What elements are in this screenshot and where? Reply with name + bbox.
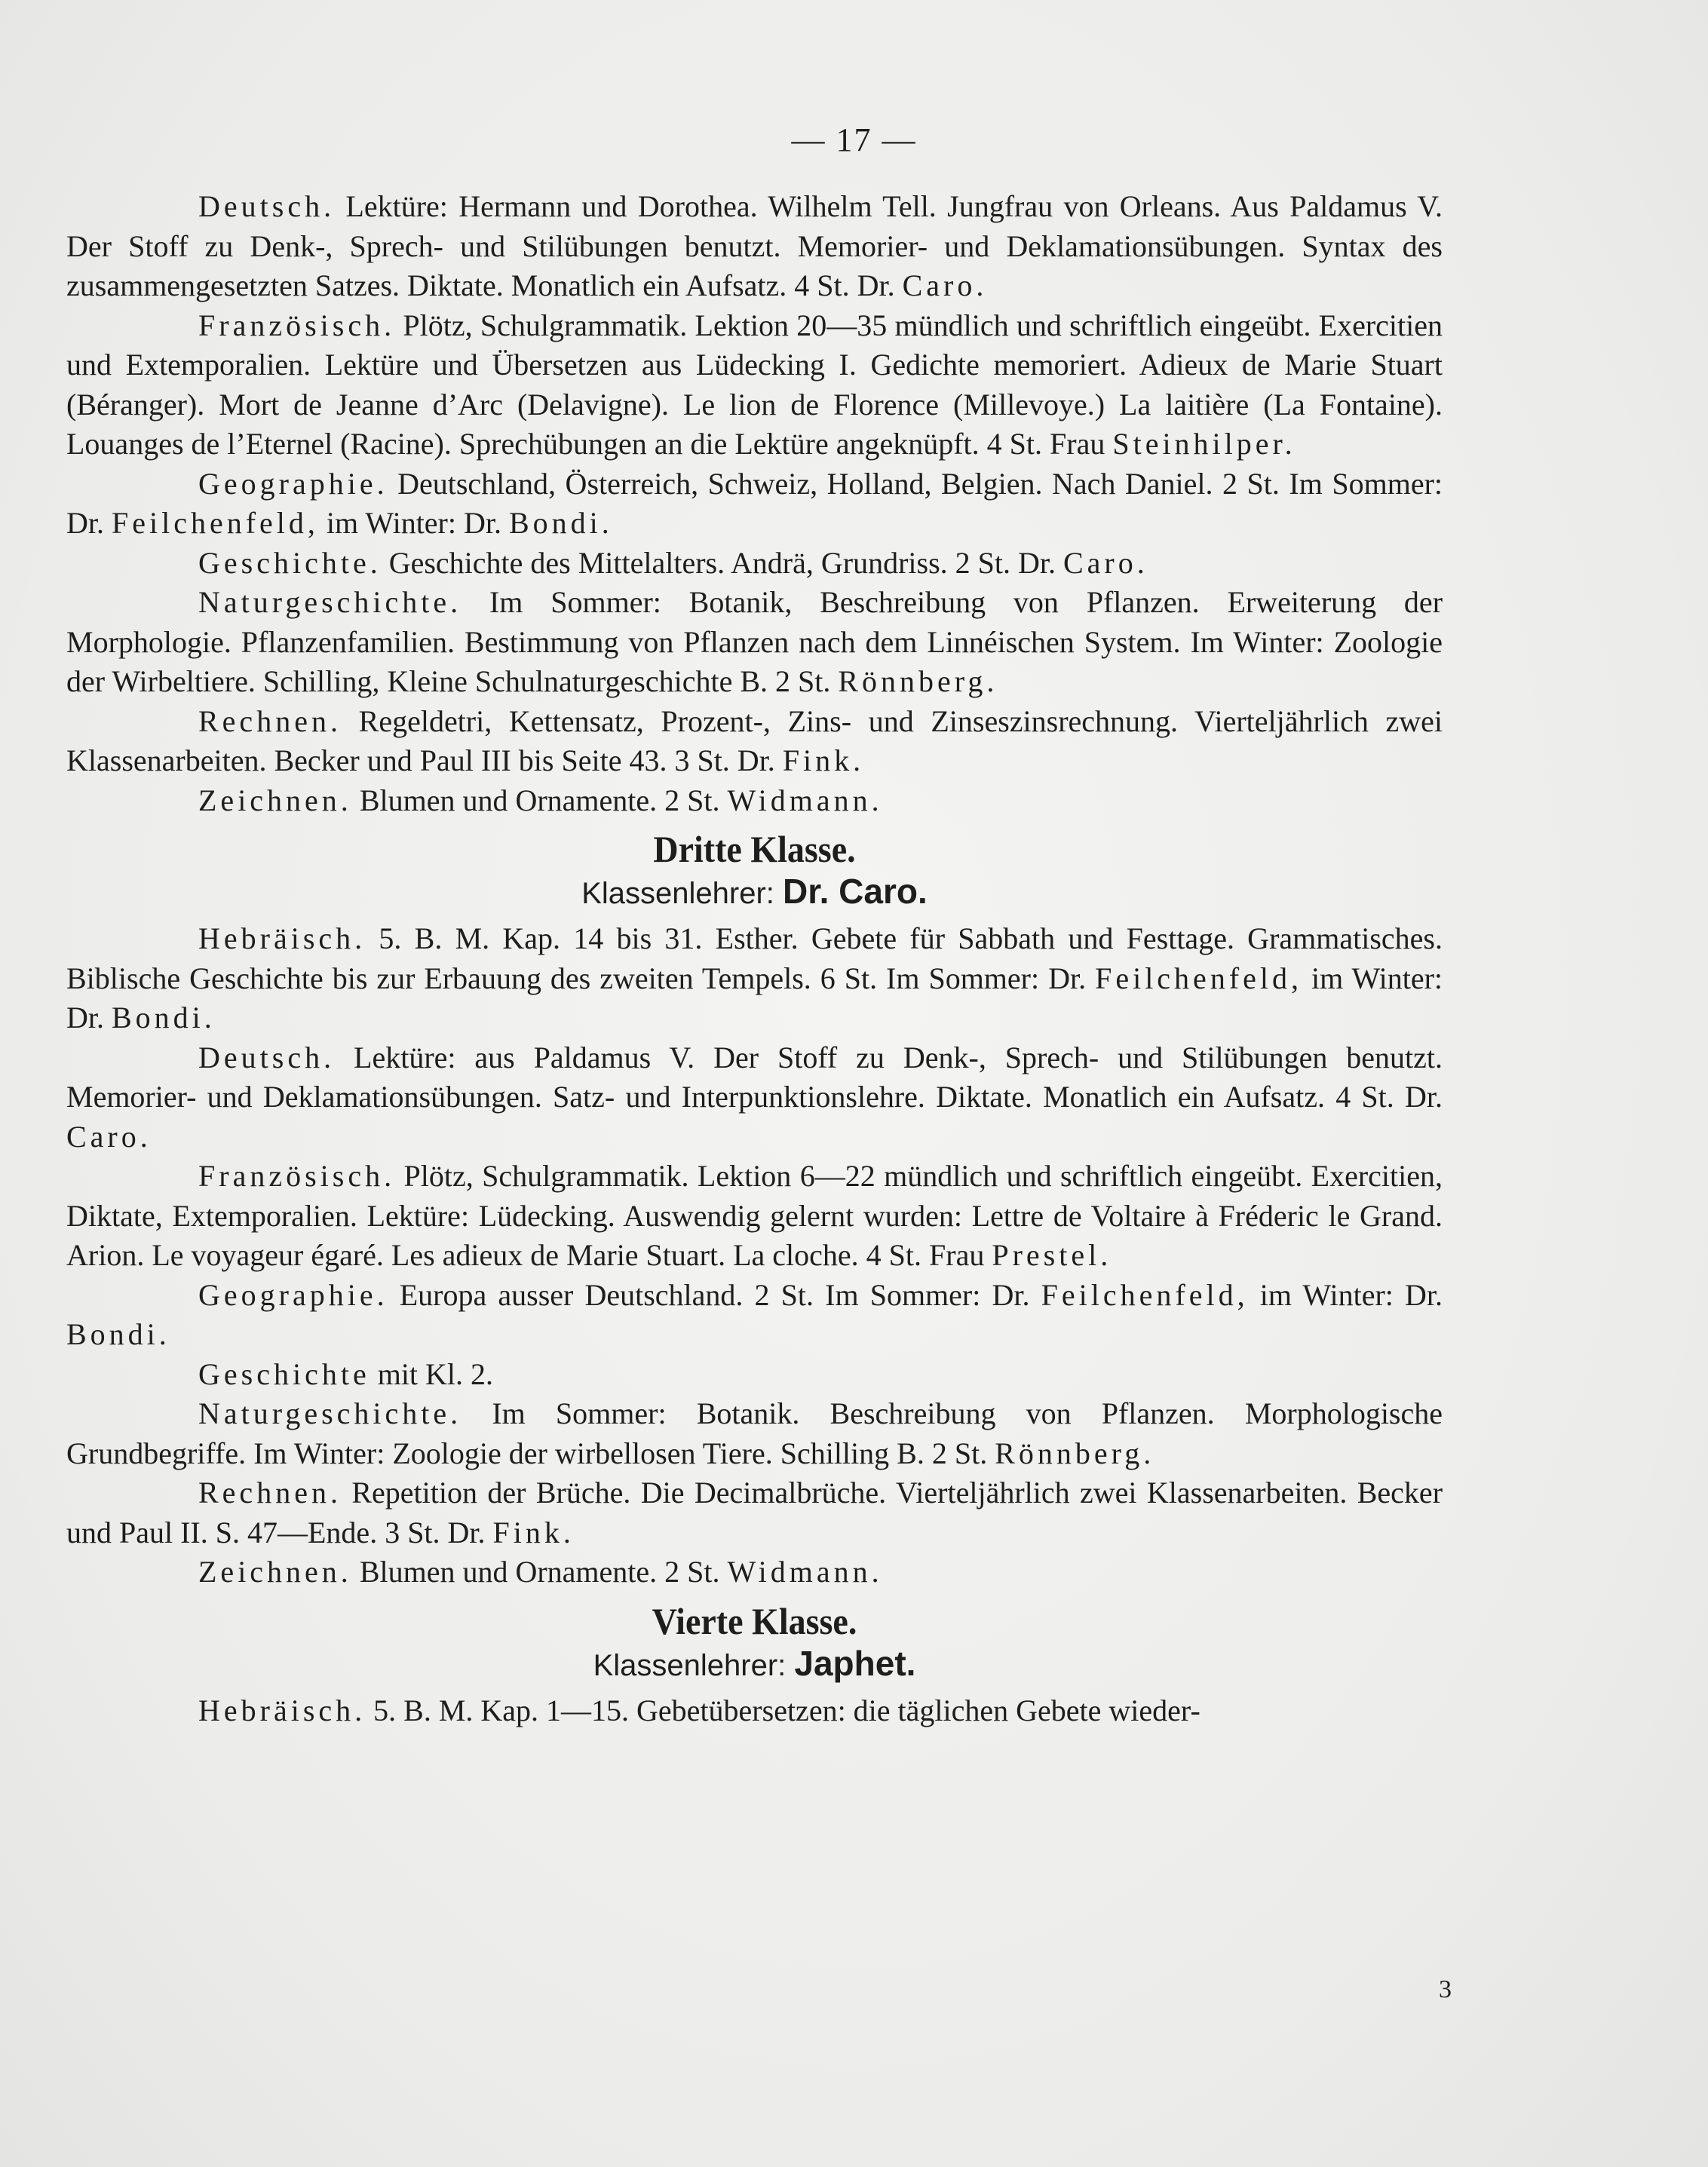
teacher-name: Caro. bbox=[902, 268, 988, 302]
subject-label: Naturgeschichte. bbox=[198, 1396, 462, 1430]
text-body bbox=[66, 187, 1443, 1730]
paragraph-franzoesisch bbox=[66, 306, 1443, 464]
teacher-name: Prestel. bbox=[992, 1238, 1112, 1272]
paragraph-text: Europa ausser Deutschland. 2 St. Im Sommer: Dr. bbox=[399, 1277, 1030, 1312]
teacher-name: Fink. bbox=[782, 743, 865, 777]
paragraph-rechnen bbox=[66, 702, 1443, 781]
class-heading-vierte: Vierte Klasse. bbox=[652, 1599, 857, 1642]
teacher-name: Feilchenfeld, bbox=[1095, 961, 1302, 995]
teacher-name: Widmann. bbox=[727, 1555, 883, 1589]
subject-label: Deutsch. bbox=[198, 189, 336, 223]
teacher-name: Bondi. bbox=[66, 1317, 170, 1351]
teacher-name: Rönnberg. bbox=[995, 1436, 1155, 1470]
paragraph-text: Regeldetri, Kettensatz, Prozent-, Zins- und Zinseszinsrechnung. Vierteljährlich zwei Klassenarbeiten. Becker und Paul III bis Seite 43. 3 St. Dr. bbox=[66, 703, 1443, 777]
paragraph-rechnen bbox=[66, 1473, 1443, 1552]
teacher-name: Widmann. bbox=[727, 783, 883, 817]
paragraph-text: 5. B. M. Kap. 14 bis 31. Esther. Gebete für Sabbath und Festtage. Grammatisches. Biblische Geschichte bis zur Erbauung des zweiten Tempels. 6 St. Im Sommer: Dr. bbox=[66, 921, 1443, 995]
paragraph-text: Plötz, Schulgrammatik. Lektion 6—22 mündlich und schriftlich eingeübt. Exercitien, Diktate, Extemporalien. Lektüre: Lüdecking. Auswendig gelernt wurden: Lettre de Voltaire à Fréderic le Grand. Arion. Le voyageur égaré. Les adieux de Marie Stuart. La cloche. 4 St. Frau bbox=[66, 1159, 1443, 1272]
page-number: — 17 — bbox=[791, 121, 917, 158]
subject-label: Französisch. bbox=[198, 308, 396, 342]
subject-label: Zeichnen. bbox=[198, 1555, 352, 1589]
paragraph-zeichnen bbox=[66, 781, 1443, 821]
paragraph-hebraeisch bbox=[66, 919, 1443, 1038]
subject-label: Deutsch. bbox=[198, 1040, 336, 1074]
paragraph-deutsch bbox=[66, 1038, 1443, 1157]
paragraph-text: Repetition der Brüche. Die Decimalbrüche. Vierteljährlich zwei Klassenarbeiten. Becker und Paul II. S. 47—Ende. 3 St. Dr. bbox=[66, 1476, 1443, 1549]
paragraph-geographie bbox=[66, 464, 1443, 544]
class-teacher-name: Japhet. bbox=[794, 1643, 916, 1683]
paragraph-text: Lektüre: aus Paldamus V. Der Stoff zu Denk-, Sprech- und Stilübungen benutzt. Memorier- und Deklamationsübungen. Satz- und Interpunktionslehre. Diktate. Monatlich ein Aufsatz. 4 St. Dr. bbox=[66, 1040, 1443, 1114]
paragraph-naturgeschichte bbox=[66, 1394, 1443, 1473]
class-teacher-name: Dr. Caro. bbox=[783, 872, 928, 911]
class-teacher-label: Klassenlehrer: bbox=[581, 877, 774, 910]
teacher-name: Feilchenfeld, bbox=[1041, 1277, 1249, 1312]
paragraph-text: Geschichte des Mittelalters. Andrä, Grundriss. 2 St. Dr. bbox=[388, 545, 1056, 580]
paragraph-text: Deutschland, Österreich, Schweiz, Holland, Belgien. Nach Daniel. 2 St. Im Sommer: Dr. bbox=[66, 466, 1443, 540]
subject-label: Naturgeschichte. bbox=[198, 585, 462, 619]
paragraph-text: im Winter: Dr. bbox=[66, 961, 1443, 1034]
teacher-name: Feilchenfeld, bbox=[112, 506, 319, 540]
subject-label: Geographie. bbox=[198, 466, 388, 501]
subject-label: Rechnen. bbox=[198, 1476, 342, 1510]
paragraph-text: Lektüre: Hermann und Dorothea. Wilhelm Tell. Jungfrau von Orleans. Aus Paldamus V. Der Stoff zu Denk-, Sprech- und Stilübungen benutzt. Memorier- und Deklamationsübungen. Syntax des zusammengesetzten Satzes. Diktate. Monatlich ein Aufsatz. 4 St. Dr. bbox=[66, 189, 1443, 302]
subject-label: Geschichte bbox=[198, 1356, 370, 1391]
paragraph-text: Blumen und Ornamente. 2 St. bbox=[359, 783, 720, 817]
paragraph-text: Im Sommer: Botanik, Beschreibung von Pflanzen. Erweiterung der Morphologie. Pflanzenfamilien. Bestimmung von Pflanzen nach dem Linnéischen System. Im Winter: Zoologie der Wirbeltiere. Schilling, Kleine Schulnaturgeschichte B. 2 St. bbox=[66, 585, 1443, 698]
paragraph-text: im Winter: Dr. bbox=[1259, 1277, 1443, 1312]
class-teacher-label: Klassenlehrer: bbox=[593, 1648, 787, 1682]
teacher-name: Caro. bbox=[1063, 545, 1148, 580]
subject-label: Geschichte. bbox=[198, 545, 382, 580]
class-teacher-vierte bbox=[66, 1642, 1443, 1687]
paragraph-text: Plötz, Schulgrammatik. Lektion 20—35 mündlich und schriftlich eingeübt. Exercitien und Extemporalien. Lektüre und Übersetzen aus Lüdecking I. Gedichte memoriert. Adieux de Marie Stuart (Béranger). Mort de Jeanne d’Arc (Delavigne). Le lion de Florence (Millevoye.) La laitière (La Fontaine). Louanges de l’Eternel (Racine). Sprechübungen an die Lektüre angeknüpft. 4 St. Frau bbox=[66, 308, 1443, 461]
signature-mark: 3 bbox=[1439, 1975, 1452, 2003]
paragraph-geschichte bbox=[66, 544, 1443, 584]
subject-label: Zeichnen. bbox=[198, 783, 352, 817]
paragraph-hebraeisch bbox=[66, 1691, 1443, 1731]
subject-label: Geographie. bbox=[198, 1277, 388, 1312]
teacher-name: Rönnberg. bbox=[838, 664, 998, 698]
teacher-name: Bondi. bbox=[112, 1001, 216, 1034]
paragraph-geschichte bbox=[66, 1355, 1443, 1395]
paragraph-text: Im Sommer: Botanik. Beschreibung von Pflanzen. Morphologische Grundbegriffe. Im Winter: Zoologie der wirbellosen Tiere. Schilling B. 2 St. bbox=[66, 1396, 1443, 1470]
teacher-name: Steinhilper. bbox=[1112, 427, 1296, 461]
subject-label: Hebräisch. bbox=[198, 1693, 366, 1727]
teacher-name: Bondi. bbox=[509, 506, 613, 540]
paragraph-text: im Winter: Dr. bbox=[326, 506, 501, 540]
teacher-name: Caro. bbox=[66, 1119, 152, 1154]
paragraph-zeichnen bbox=[66, 1552, 1443, 1592]
paragraph-text: Blumen und Ornamente. 2 St. bbox=[359, 1555, 720, 1589]
paragraph-text: mit Kl. 2. bbox=[377, 1356, 494, 1391]
paragraph-text: 5. B. M. Kap. 1—15. Gebetübersetzen: die täglichen Gebete wieder- bbox=[373, 1693, 1201, 1727]
class-heading-dritte: Dritte Klasse. bbox=[653, 828, 856, 870]
class-teacher-dritte bbox=[66, 870, 1443, 915]
paragraph-naturgeschichte bbox=[66, 583, 1443, 702]
paragraph-geographie bbox=[66, 1276, 1443, 1355]
paragraph-deutsch bbox=[66, 187, 1443, 306]
subject-label: Rechnen. bbox=[198, 703, 342, 738]
teacher-name: Fink. bbox=[492, 1515, 575, 1549]
subject-label: Hebräisch. bbox=[198, 921, 366, 955]
subject-label: Französisch. bbox=[198, 1159, 396, 1193]
paragraph-franzoesisch bbox=[66, 1157, 1443, 1276]
